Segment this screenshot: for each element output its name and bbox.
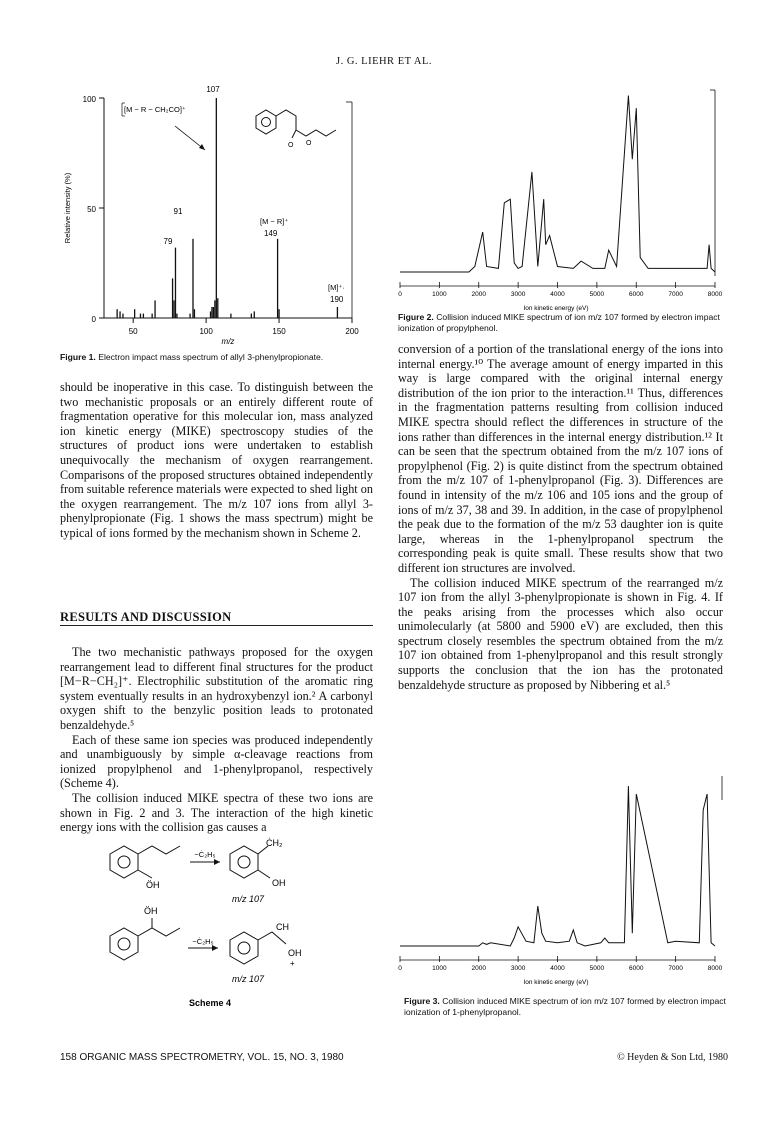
fig2-xlabel: Ion kinetic energy (eV) bbox=[523, 305, 589, 312]
tick-0: 0 bbox=[398, 965, 402, 972]
tick-1000: 1000 bbox=[432, 291, 447, 298]
left-column-body bbox=[60, 645, 373, 835]
tick-7000: 7000 bbox=[668, 291, 683, 298]
fig1-xtick-100: 100 bbox=[199, 327, 213, 336]
tick-8000: 8000 bbox=[707, 291, 723, 298]
tick-8000: 8000 bbox=[707, 965, 723, 972]
fig1-ytick-100: 100 bbox=[82, 95, 96, 104]
tick-1000: 1000 bbox=[432, 965, 447, 972]
left-paragraph-1: should be inoperative in this case. To distinguish between the two mechanistic proposals or an entirely different route of fragmentation operative for this molecular ion, mass analyzed ion kinetic energy (MIKE) spectroscopy studies of the structures of product ions were undertaken to establish unequivocally the mechanism of oxygen rearrangement. Comparisons of the proposed structures obtained independently from suitable reference materials were expected to shed light on the oxygen rearrangement. The m/z 107 ions from allyl 3-phenylpropionate (Fig. 1 shows the mass spectrum) might be typical of ions formed by the mechanism shown in Scheme 2. bbox=[60, 380, 373, 540]
running-header: J. G. LIEHR ET AL. bbox=[335, 56, 432, 67]
scheme-r1-ch2: ĊH₂ bbox=[266, 838, 283, 848]
left-paragraph-3: Each of these same ion species was produced independently and unambiguously by simple α-cleavage reactions from ionized propylphenol and 1-phenylpropanol, respectively (Scheme 4). bbox=[60, 732, 373, 791]
fig3-xlabel: Ion kinetic energy (eV) bbox=[523, 979, 589, 986]
tick-5000: 5000 bbox=[589, 965, 605, 972]
fig1-label-149: 149 bbox=[264, 229, 278, 238]
scheme-r2-ch: CH bbox=[276, 922, 289, 932]
fig1-xlabel: m/z bbox=[221, 337, 235, 346]
tick-6000: 6000 bbox=[629, 965, 644, 972]
fig1-label-91: 91 bbox=[173, 207, 183, 216]
scheme-r1-mz: m/z 107 bbox=[232, 894, 265, 904]
tick-4000: 4000 bbox=[550, 965, 565, 972]
scheme-r2-plus: + bbox=[290, 959, 295, 968]
tick-7000: 7000 bbox=[668, 965, 683, 972]
section-heading: RESULTS AND DISCUSSION bbox=[60, 610, 232, 624]
tick-4000: 4000 bbox=[550, 291, 565, 298]
right-paragraph-2: The collision induced MIKE spectrum of the rearranged m/z 107 ion from the allyl 3-phenylpropionate is shown in Fig. 4. If the peaks arising from the processes which also occur unimolecularly (at 5800 and 5900 eV) are excluded, then this spectrum closely resembles the spectrum obtained from the m/z 107 ion obtained from 1-phenylpropanol and this result strongly supports the conclusion that the ion has the protonated benzaldehyde structure as proposed by Nibbering et al.⁵ bbox=[398, 575, 723, 692]
scheme-r1-loss: −Ċ₂H₅ bbox=[194, 850, 216, 859]
fig1-xtick-200: 200 bbox=[345, 327, 359, 336]
fig1-label-mr: [M − R]⁺ bbox=[260, 217, 289, 226]
allyl-3-phenylpropionate-structure bbox=[256, 110, 336, 138]
figure-1-bars bbox=[117, 98, 337, 318]
tick-3000: 3000 bbox=[510, 965, 526, 972]
section-rule bbox=[60, 625, 373, 626]
scheme-r1-oh-right: OH bbox=[272, 878, 286, 888]
fig1-xtick-50: 50 bbox=[128, 327, 138, 336]
figure-2-caption: Figure 2. Collision induced MIKE spectrum of ion m/z 107 formed by electron impact ionization of propylphenol. bbox=[398, 312, 720, 333]
right-paragraph-1: conversion of a portion of the translational energy of the ions into internal energy.¹⁰ The average amount of energy imparted in this way is large compared with the original internal energy distribution of the ion prior to the interaction.¹¹ Thus, differences in the fragmentation patterns resulting from collision induced MIKE spectra should reflect the differences in structure of the ions rather than differences in the internal energy distribution.¹² It can be seen that the spectrum obtained from the m/z 107 ions of propylphenol (Fig. 2) is quite distinct from the spectrum obtained from the m/z 107 of 1-phenylpropanol (Fig. 3). Differences are found in intensity of the m/z 106 and 105 ions and the group of ions of m/z 37, 38 and 39. In addition, in the case of propylphenol the peak due to the formation of the m/z 53 daughter ion is quite large, whereas in the 1-phenylpropanol spectrum the corresponding peak is quite small. These results show that two different ion structures are involved. bbox=[398, 342, 723, 575]
fig1-label-frag: [M − R − CH₂CO]⁺ bbox=[124, 105, 186, 114]
footer-journal: 158 ORGANIC MASS SPECTROMETRY, VOL. 15, NO. 3, 1980 bbox=[60, 1052, 344, 1063]
fig1-label-107: 107 bbox=[206, 85, 220, 94]
left-paragraph-2: The two mechanistic pathways proposed for the oxygen rearrangement lead to different final structures for the product [M−R−CH₂]⁺. Electrophilic substitution of the aromatic ring system eventually results in an hydroxybenzyl ion.² A carbonyl oxygen shift to the benzylic position leads to protonated benzaldehyde.⁵ bbox=[60, 645, 373, 732]
fig1-ylabel: Relative intensity (%) bbox=[63, 172, 72, 244]
fig1-label-m: [M]⁺· bbox=[328, 283, 345, 292]
tick-2000: 2000 bbox=[471, 291, 486, 298]
fig1-xtick-150: 150 bbox=[272, 327, 286, 336]
figure-3-caption: Figure 3. Collision induced MIKE spectrum of ion m/z 107 formed by electron impact ionization of 1-phenylpropanol. bbox=[404, 996, 726, 1017]
fig1-label-79: 79 bbox=[163, 237, 173, 246]
scheme-r1-oh-left: ÖH bbox=[146, 880, 160, 890]
svg-text:O: O bbox=[288, 142, 294, 149]
fig1-ytick-50: 50 bbox=[87, 205, 96, 214]
left-column-top bbox=[60, 380, 373, 541]
figure-1-caption: Figure 1. Electron impact mass spectrum of allyl 3-phenylpropionate. bbox=[60, 352, 324, 362]
tick-6000: 6000 bbox=[629, 291, 644, 298]
right-column-body bbox=[398, 342, 723, 692]
fig1-ytick-0: 0 bbox=[91, 315, 96, 324]
tick-3000: 3000 bbox=[510, 291, 526, 298]
figure-3-mike-spectrum bbox=[392, 770, 737, 990]
scheme-label: Scheme 4 bbox=[188, 998, 232, 1008]
tick-5000: 5000 bbox=[589, 291, 605, 298]
scheme-r2-oh-left: ÖH bbox=[144, 906, 158, 916]
left-paragraph-4: The collision induced MIKE spectra of these two ions are shown in Fig. 2 and 3. The interaction of the high kinetic energy ions with the collision gas causes a bbox=[60, 790, 373, 835]
footer-copyright: © Heyden & Son Ltd, 1980 bbox=[617, 1052, 728, 1063]
scheme-r2-mz: m/z 107 bbox=[232, 974, 265, 984]
figure-3-trace bbox=[400, 786, 715, 946]
figure-1-mass-spectrum bbox=[60, 78, 380, 346]
fig1-label-190: 190 bbox=[330, 295, 344, 304]
svg-text:O: O bbox=[306, 140, 312, 147]
scheme-4 bbox=[80, 840, 370, 1020]
tick-2000: 2000 bbox=[471, 965, 486, 972]
figure-2-trace bbox=[400, 96, 715, 273]
scheme-r2-loss: −Ċ₂H₅ bbox=[192, 937, 214, 946]
tick-0: 0 bbox=[398, 291, 402, 298]
scheme-r2-oh-right: OH bbox=[288, 948, 302, 958]
figure-2-mike-spectrum bbox=[392, 84, 737, 312]
